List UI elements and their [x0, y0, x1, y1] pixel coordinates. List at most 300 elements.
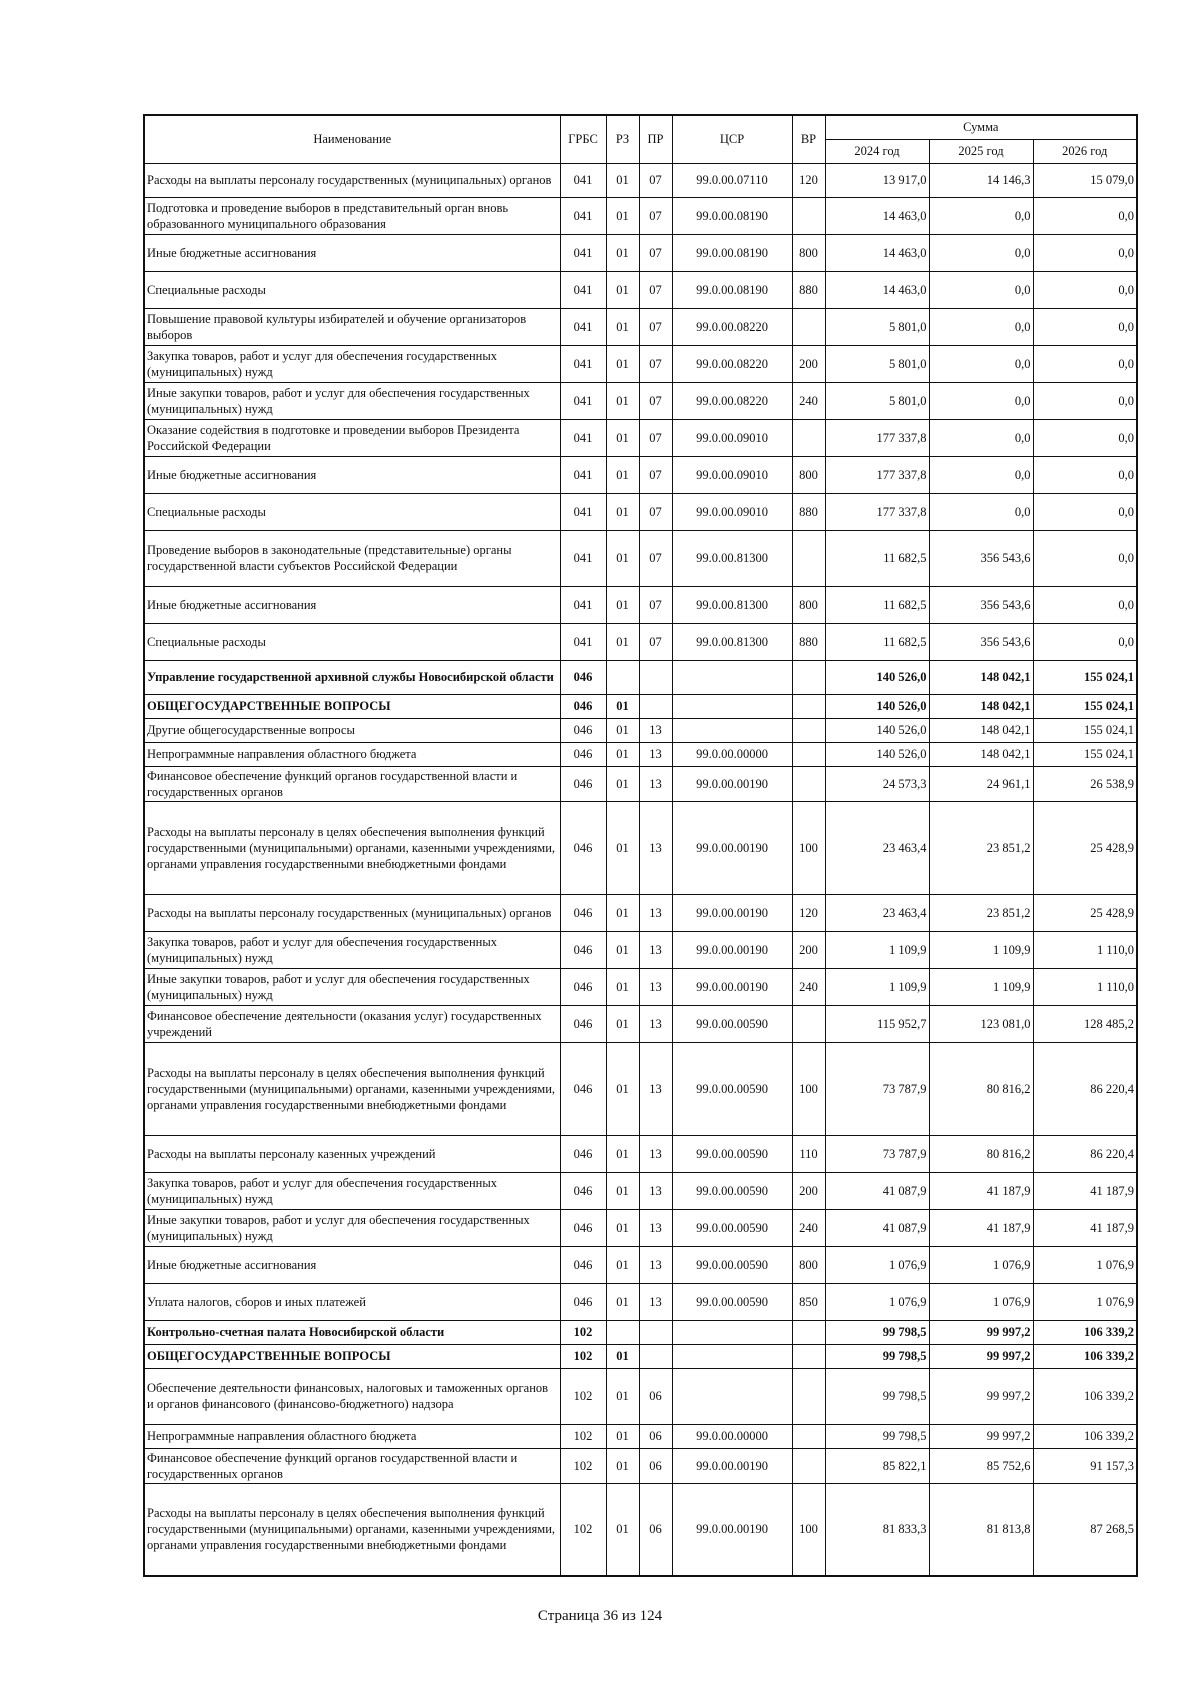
cell-name: Специальные расходы [144, 623, 560, 660]
cell-vr [792, 308, 825, 345]
cell-grbs: 046 [560, 931, 606, 968]
cell-sum-2026: 41 187,9 [1033, 1172, 1137, 1209]
cell-pr: 07 [639, 456, 672, 493]
cell-grbs: 046 [560, 718, 606, 742]
table-row [144, 1283, 1137, 1320]
table-row [144, 345, 1137, 382]
cell-pr: 13 [639, 1209, 672, 1246]
cell-sum-2025: 99 997,2 [929, 1424, 1033, 1448]
cell-name: Иные закупки товаров, работ и услуг для обеспечения государственных (муниципальных) нужд [144, 968, 560, 1005]
cell-name: Иные бюджетные ассигнования [144, 456, 560, 493]
cell-sum-2025: 14 146,3 [929, 163, 1033, 197]
cell-grbs: 046 [560, 1209, 606, 1246]
cell-grbs: 046 [560, 1172, 606, 1209]
cell-name: Контрольно-счетная палата Новосибирской области [144, 1320, 560, 1344]
cell-sum-2026: 25 428,9 [1033, 801, 1137, 894]
header-name: Наименование [144, 115, 560, 163]
table-row [144, 308, 1137, 345]
cell-sum-2026: 41 187,9 [1033, 1209, 1137, 1246]
cell-pr: 07 [639, 530, 672, 586]
cell-csr: 99.0.00.00590 [672, 1283, 792, 1320]
cell-rz: 01 [606, 623, 639, 660]
cell-grbs: 041 [560, 345, 606, 382]
cell-vr [792, 742, 825, 766]
cell-vr [792, 1448, 825, 1483]
cell-rz: 01 [606, 694, 639, 718]
cell-csr: 99.0.00.00190 [672, 931, 792, 968]
cell-sum-2026: 155 024,1 [1033, 718, 1137, 742]
cell-sum-2025: 0,0 [929, 345, 1033, 382]
cell-pr [639, 694, 672, 718]
cell-sum-2024: 5 801,0 [825, 382, 929, 419]
cell-pr: 13 [639, 894, 672, 931]
header-csr: ЦСР [672, 115, 792, 163]
cell-sum-2025: 1 076,9 [929, 1246, 1033, 1283]
cell-csr: 99.0.00.00190 [672, 894, 792, 931]
cell-name: Закупка товаров, работ и услуг для обеспечения государственных (муниципальных) нужд [144, 345, 560, 382]
table-row [144, 163, 1137, 197]
cell-sum-2024: 140 526,0 [825, 718, 929, 742]
cell-rz: 01 [606, 931, 639, 968]
table-row [144, 530, 1137, 586]
cell-sum-2026: 25 428,9 [1033, 894, 1137, 931]
cell-name: Иные бюджетные ассигнования [144, 1246, 560, 1283]
cell-name: Оказание содействия в подготовке и проведении выборов Президента Российской Федерации [144, 419, 560, 456]
cell-grbs: 102 [560, 1448, 606, 1483]
table-row [144, 742, 1137, 766]
cell-sum-2026: 0,0 [1033, 234, 1137, 271]
table-row [144, 1344, 1137, 1368]
cell-sum-2025: 23 851,2 [929, 894, 1033, 931]
cell-rz: 01 [606, 718, 639, 742]
cell-vr: 240 [792, 382, 825, 419]
table-row [144, 660, 1137, 694]
cell-sum-2026: 1 076,9 [1033, 1246, 1137, 1283]
cell-grbs: 046 [560, 1005, 606, 1042]
cell-grbs: 046 [560, 766, 606, 801]
cell-pr: 06 [639, 1424, 672, 1448]
header-pr: ПР [639, 115, 672, 163]
cell-vr: 850 [792, 1283, 825, 1320]
cell-sum-2024: 99 798,5 [825, 1368, 929, 1424]
cell-name: ОБЩЕГОСУДАРСТВЕННЫЕ ВОПРОСЫ [144, 694, 560, 718]
cell-sum-2026: 0,0 [1033, 308, 1137, 345]
cell-grbs: 102 [560, 1483, 606, 1576]
cell-csr: 99.0.00.00590 [672, 1042, 792, 1135]
cell-sum-2025: 80 816,2 [929, 1135, 1033, 1172]
cell-pr: 13 [639, 968, 672, 1005]
cell-sum-2024: 24 573,3 [825, 766, 929, 801]
cell-rz: 01 [606, 234, 639, 271]
cell-sum-2026: 106 339,2 [1033, 1344, 1137, 1368]
cell-sum-2024: 73 787,9 [825, 1135, 929, 1172]
cell-sum-2025: 123 081,0 [929, 1005, 1033, 1042]
cell-rz: 01 [606, 801, 639, 894]
cell-grbs: 046 [560, 894, 606, 931]
cell-pr: 07 [639, 271, 672, 308]
cell-rz: 01 [606, 1042, 639, 1135]
cell-csr: 99.0.00.00590 [672, 1209, 792, 1246]
cell-rz: 01 [606, 493, 639, 530]
table-row [144, 694, 1137, 718]
cell-csr: 99.0.00.81300 [672, 586, 792, 623]
cell-vr: 200 [792, 345, 825, 382]
cell-rz: 01 [606, 271, 639, 308]
table-row [144, 271, 1137, 308]
cell-sum-2025: 356 543,6 [929, 586, 1033, 623]
cell-name: Управление государственной архивной службы Новосибирской области [144, 660, 560, 694]
cell-name: Иные бюджетные ассигнования [144, 586, 560, 623]
cell-sum-2025: 148 042,1 [929, 694, 1033, 718]
cell-csr: 99.0.00.81300 [672, 530, 792, 586]
cell-sum-2026: 0,0 [1033, 530, 1137, 586]
cell-sum-2024: 11 682,5 [825, 586, 929, 623]
cell-sum-2026: 155 024,1 [1033, 742, 1137, 766]
cell-rz [606, 660, 639, 694]
cell-sum-2026: 1 076,9 [1033, 1283, 1137, 1320]
budget-sheet [143, 114, 1136, 1577]
cell-name: Иные бюджетные ассигнования [144, 234, 560, 271]
cell-pr [639, 660, 672, 694]
cell-sum-2025: 0,0 [929, 419, 1033, 456]
header-year-2026: 2026 год [1033, 139, 1137, 163]
cell-csr [672, 1368, 792, 1424]
cell-csr: 99.0.00.09010 [672, 456, 792, 493]
cell-grbs: 102 [560, 1320, 606, 1344]
cell-sum-2024: 140 526,0 [825, 694, 929, 718]
cell-csr: 99.0.00.00190 [672, 801, 792, 894]
table-row [144, 1005, 1137, 1042]
cell-rz: 01 [606, 1135, 639, 1172]
cell-csr: 99.0.00.81300 [672, 623, 792, 660]
cell-csr: 99.0.00.00190 [672, 1483, 792, 1576]
cell-pr: 13 [639, 931, 672, 968]
cell-sum-2026: 26 538,9 [1033, 766, 1137, 801]
cell-vr [792, 1005, 825, 1042]
cell-name: Уплата налогов, сборов и иных платежей [144, 1283, 560, 1320]
table-row [144, 1209, 1137, 1246]
budget-table-body [144, 163, 1137, 1576]
cell-sum-2024: 41 087,9 [825, 1209, 929, 1246]
cell-sum-2024: 14 463,0 [825, 234, 929, 271]
cell-rz: 01 [606, 197, 639, 234]
cell-vr: 100 [792, 1042, 825, 1135]
cell-grbs: 102 [560, 1344, 606, 1368]
cell-sum-2026: 106 339,2 [1033, 1368, 1137, 1424]
cell-name: Финансовое обеспечение деятельности (оказания услуг) государственных учреждений [144, 1005, 560, 1042]
header-vr: ВР [792, 115, 825, 163]
cell-rz: 01 [606, 1005, 639, 1042]
cell-csr: 99.0.00.08220 [672, 382, 792, 419]
cell-sum-2026: 106 339,2 [1033, 1424, 1137, 1448]
cell-name: Закупка товаров, работ и услуг для обеспечения государственных (муниципальных) нужд [144, 931, 560, 968]
cell-csr: 99.0.00.00000 [672, 742, 792, 766]
cell-rz: 01 [606, 1344, 639, 1368]
cell-grbs: 046 [560, 1246, 606, 1283]
cell-sum-2025: 356 543,6 [929, 623, 1033, 660]
cell-rz: 01 [606, 1368, 639, 1424]
cell-sum-2025: 24 961,1 [929, 766, 1033, 801]
table-row [144, 931, 1137, 968]
table-row [144, 1135, 1137, 1172]
cell-pr: 13 [639, 1246, 672, 1283]
header-rz: РЗ [606, 115, 639, 163]
cell-name: Расходы на выплаты персоналу в целях обеспечения выполнения функций государственными (муниципальными) органами, казенными учреждениями, органами управления государственными внебюджетными фондами [144, 1483, 560, 1576]
cell-pr: 06 [639, 1448, 672, 1483]
cell-pr: 13 [639, 766, 672, 801]
cell-vr: 200 [792, 931, 825, 968]
cell-sum-2024: 140 526,0 [825, 742, 929, 766]
table-row [144, 894, 1137, 931]
cell-rz: 01 [606, 456, 639, 493]
cell-sum-2026: 1 110,0 [1033, 931, 1137, 968]
cell-sum-2026: 91 157,3 [1033, 1448, 1137, 1483]
cell-pr: 07 [639, 382, 672, 419]
cell-pr: 13 [639, 1135, 672, 1172]
table-row [144, 801, 1137, 894]
cell-sum-2025: 41 187,9 [929, 1209, 1033, 1246]
table-row [144, 1483, 1137, 1576]
cell-vr: 120 [792, 163, 825, 197]
cell-name: Финансовое обеспечение функций органов государственной власти и государственных органов [144, 1448, 560, 1483]
cell-sum-2025: 148 042,1 [929, 742, 1033, 766]
cell-sum-2024: 1 076,9 [825, 1246, 929, 1283]
table-row [144, 623, 1137, 660]
cell-name: Специальные расходы [144, 493, 560, 530]
table-row [144, 1424, 1137, 1448]
cell-rz [606, 1320, 639, 1344]
table-row [144, 1320, 1137, 1344]
page-number: Страница 36 из 124 [537, 1608, 663, 1624]
cell-name: Подготовка и проведение выборов в представительный орган вновь образованного муниципального образования [144, 197, 560, 234]
cell-sum-2024: 140 526,0 [825, 660, 929, 694]
cell-pr: 13 [639, 1042, 672, 1135]
header-grbs: ГРБС [560, 115, 606, 163]
cell-sum-2025: 99 997,2 [929, 1344, 1033, 1368]
cell-pr: 13 [639, 1283, 672, 1320]
cell-vr: 800 [792, 234, 825, 271]
cell-grbs: 046 [560, 968, 606, 1005]
cell-csr: 99.0.00.08190 [672, 271, 792, 308]
cell-grbs: 046 [560, 1283, 606, 1320]
cell-pr: 13 [639, 1005, 672, 1042]
cell-name: Расходы на выплаты персоналу государственных (муниципальных) органов [144, 894, 560, 931]
table-row [144, 718, 1137, 742]
cell-pr: 13 [639, 718, 672, 742]
table-row [144, 419, 1137, 456]
cell-grbs: 041 [560, 197, 606, 234]
cell-grbs: 102 [560, 1368, 606, 1424]
cell-rz: 01 [606, 968, 639, 1005]
cell-sum-2025: 81 813,8 [929, 1483, 1033, 1576]
cell-name: Расходы на выплаты персоналу в целях обеспечения выполнения функций государственными (муниципальными) органами, казенными учреждениями, органами управления государственными внебюджетными фондами [144, 801, 560, 894]
cell-sum-2026: 0,0 [1033, 345, 1137, 382]
cell-vr: 110 [792, 1135, 825, 1172]
cell-pr: 13 [639, 801, 672, 894]
cell-grbs: 041 [560, 456, 606, 493]
table-row [144, 1448, 1137, 1483]
cell-rz: 01 [606, 1483, 639, 1576]
cell-vr [792, 419, 825, 456]
cell-sum-2025: 1 076,9 [929, 1283, 1033, 1320]
cell-sum-2026: 86 220,4 [1033, 1135, 1137, 1172]
cell-sum-2025: 1 109,9 [929, 968, 1033, 1005]
cell-sum-2024: 115 952,7 [825, 1005, 929, 1042]
cell-grbs: 041 [560, 419, 606, 456]
cell-name: Расходы на выплаты персоналу государственных (муниципальных) органов [144, 163, 560, 197]
cell-name: Финансовое обеспечение функций органов государственной власти и государственных органов [144, 766, 560, 801]
cell-name: Иные закупки товаров, работ и услуг для обеспечения государственных (муниципальных) нужд [144, 1209, 560, 1246]
cell-name: Непрограммные направления областного бюджета [144, 742, 560, 766]
table-row [144, 1042, 1137, 1135]
header-sum: Сумма [825, 115, 1137, 139]
cell-sum-2025: 80 816,2 [929, 1042, 1033, 1135]
cell-rz: 01 [606, 586, 639, 623]
cell-csr: 99.0.00.00590 [672, 1172, 792, 1209]
cell-sum-2025: 0,0 [929, 234, 1033, 271]
cell-vr: 880 [792, 271, 825, 308]
cell-sum-2024: 177 337,8 [825, 419, 929, 456]
header-year-2024: 2024 год [825, 139, 929, 163]
cell-vr [792, 766, 825, 801]
cell-pr: 06 [639, 1368, 672, 1424]
cell-sum-2026: 155 024,1 [1033, 660, 1137, 694]
cell-sum-2024: 1 109,9 [825, 931, 929, 968]
cell-sum-2026: 0,0 [1033, 419, 1137, 456]
cell-pr: 13 [639, 1172, 672, 1209]
budget-table [143, 114, 1138, 1577]
table-row [144, 197, 1137, 234]
cell-vr: 100 [792, 1483, 825, 1576]
cell-pr: 07 [639, 234, 672, 271]
cell-csr: 99.0.00.00190 [672, 766, 792, 801]
table-row [144, 493, 1137, 530]
cell-pr: 07 [639, 345, 672, 382]
table-row [144, 382, 1137, 419]
cell-sum-2025: 0,0 [929, 382, 1033, 419]
cell-rz: 01 [606, 163, 639, 197]
cell-pr: 07 [639, 586, 672, 623]
cell-rz: 01 [606, 1246, 639, 1283]
cell-grbs: 041 [560, 163, 606, 197]
cell-rz: 01 [606, 1424, 639, 1448]
cell-name: Закупка товаров, работ и услуг для обеспечения государственных (муниципальных) нужд [144, 1172, 560, 1209]
cell-sum-2024: 1 076,9 [825, 1283, 929, 1320]
cell-csr: 99.0.00.09010 [672, 419, 792, 456]
cell-sum-2026: 0,0 [1033, 271, 1137, 308]
cell-name: ОБЩЕГОСУДАРСТВЕННЫЕ ВОПРОСЫ [144, 1344, 560, 1368]
cell-vr [792, 197, 825, 234]
cell-sum-2025: 99 997,2 [929, 1320, 1033, 1344]
cell-sum-2024: 23 463,4 [825, 801, 929, 894]
cell-csr: 99.0.00.00590 [672, 1246, 792, 1283]
cell-sum-2025: 148 042,1 [929, 660, 1033, 694]
cell-csr [672, 1344, 792, 1368]
cell-grbs: 046 [560, 1135, 606, 1172]
cell-sum-2024: 5 801,0 [825, 308, 929, 345]
cell-sum-2025: 0,0 [929, 271, 1033, 308]
cell-grbs: 046 [560, 694, 606, 718]
cell-pr: 07 [639, 308, 672, 345]
cell-vr [792, 1368, 825, 1424]
cell-grbs: 041 [560, 586, 606, 623]
cell-sum-2026: 0,0 [1033, 493, 1137, 530]
cell-sum-2025: 356 543,6 [929, 530, 1033, 586]
cell-sum-2024: 99 798,5 [825, 1344, 929, 1368]
cell-name: Проведение выборов в законодательные (представительные) органы государственной власти субъектов Российской Федерации [144, 530, 560, 586]
cell-vr: 240 [792, 1209, 825, 1246]
cell-name: Другие общегосударственные вопросы [144, 718, 560, 742]
cell-pr: 07 [639, 419, 672, 456]
cell-sum-2024: 177 337,8 [825, 456, 929, 493]
cell-name: Обеспечение деятельности финансовых, налоговых и таможенных органов и органов финансового (финансово-бюджетного) надзора [144, 1368, 560, 1424]
cell-rz: 01 [606, 419, 639, 456]
cell-vr [792, 1424, 825, 1448]
cell-rz: 01 [606, 382, 639, 419]
cell-vr: 800 [792, 586, 825, 623]
cell-vr: 100 [792, 801, 825, 894]
cell-sum-2026: 155 024,1 [1033, 694, 1137, 718]
cell-vr: 240 [792, 968, 825, 1005]
cell-name: Специальные расходы [144, 271, 560, 308]
cell-grbs: 041 [560, 308, 606, 345]
cell-pr [639, 1320, 672, 1344]
cell-rz: 01 [606, 1209, 639, 1246]
cell-grbs: 102 [560, 1424, 606, 1448]
cell-sum-2025: 99 997,2 [929, 1368, 1033, 1424]
cell-vr [792, 718, 825, 742]
cell-pr: 07 [639, 197, 672, 234]
cell-csr: 99.0.00.00190 [672, 968, 792, 1005]
table-row [144, 1172, 1137, 1209]
cell-rz: 01 [606, 1448, 639, 1483]
cell-pr [639, 1344, 672, 1368]
cell-sum-2026: 0,0 [1033, 623, 1137, 660]
cell-sum-2024: 11 682,5 [825, 530, 929, 586]
cell-rz: 01 [606, 894, 639, 931]
cell-pr: 06 [639, 1483, 672, 1576]
cell-sum-2025: 1 109,9 [929, 931, 1033, 968]
cell-grbs: 046 [560, 742, 606, 766]
cell-sum-2024: 23 463,4 [825, 894, 929, 931]
table-row [144, 1246, 1137, 1283]
table-row [144, 586, 1137, 623]
cell-sum-2024: 5 801,0 [825, 345, 929, 382]
cell-grbs: 046 [560, 801, 606, 894]
cell-rz: 01 [606, 530, 639, 586]
cell-sum-2025: 23 851,2 [929, 801, 1033, 894]
cell-grbs: 046 [560, 660, 606, 694]
cell-grbs: 041 [560, 382, 606, 419]
cell-vr [792, 660, 825, 694]
cell-rz: 01 [606, 1172, 639, 1209]
cell-csr: 99.0.00.00190 [672, 1448, 792, 1483]
cell-csr: 99.0.00.00590 [672, 1005, 792, 1042]
cell-sum-2026: 87 268,5 [1033, 1483, 1137, 1576]
cell-sum-2026: 106 339,2 [1033, 1320, 1137, 1344]
cell-sum-2024: 41 087,9 [825, 1172, 929, 1209]
cell-sum-2024: 177 337,8 [825, 493, 929, 530]
cell-sum-2026: 0,0 [1033, 456, 1137, 493]
cell-sum-2024: 81 833,3 [825, 1483, 929, 1576]
cell-csr: 99.0.00.00590 [672, 1135, 792, 1172]
cell-csr: 99.0.00.08190 [672, 197, 792, 234]
cell-csr: 99.0.00.07110 [672, 163, 792, 197]
cell-csr [672, 660, 792, 694]
cell-grbs: 041 [560, 623, 606, 660]
cell-sum-2026: 0,0 [1033, 586, 1137, 623]
cell-sum-2024: 1 109,9 [825, 968, 929, 1005]
